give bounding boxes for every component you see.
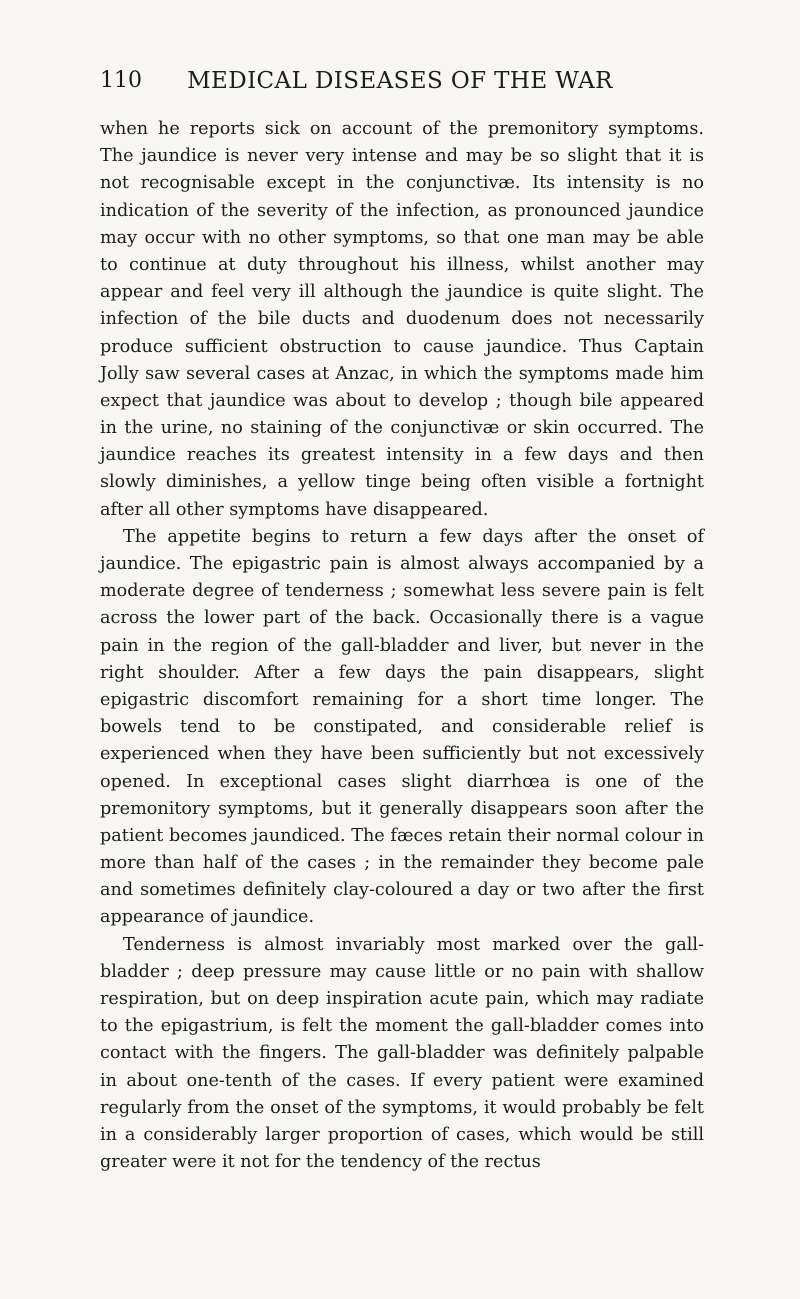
body-text	[100, 116, 704, 1176]
paragraph-continued: when he reports sick on account of the premonitory symptoms. The jaundice is never very intense and may be so slight that it is not recognisable except in the conjunctivæ. Its intensity is no indication of the severity of the infection, as pronounced jaundice may occur with no other symptoms, so that one man may be able to continue at duty throughout his illness, whilst another may appear and feel very ill although the jaundice is quite slight. The infection of the bile ducts and duodenum does not necessarily produce sufficient obstruction to cause jaundice. Thus Captain Jolly saw several cases at Anzac, in which the symptoms made him expect that jaundice was about to develop ; though bile appeared in the urine, no staining of the conjunctivæ or skin occurred. The jaundice reaches its greatest intensity in a few days and then slowly diminishes, a yellow tinge being often visible a fortnight after all other symptoms have disappeared.	[100, 119, 704, 520]
running-title: MEDICAL DISEASES OF THE WAR	[187, 68, 613, 94]
paragraph-appetite: The appetite begins to return a few days after the onset of jaundice. The epigastric pain is almost always accompanied by a moderate degree of tenderness ; somewhat less severe pain is felt across the lower part of the back. Occasionally there is a vague pain in the region of the gall-bladder and liver, but never in the right shoulder. After a few days the pain disappears, slight epigastric discomfort remaining for a short time longer. The bowels tend to be constipated, and considerable relief is experienced when they have been sufficiently but not excessively opened. In exceptional cases slight diarrhœa is one of the premonitory symptoms, but it generally disappears soon after the patient becomes jaundiced. The fæces retain their normal colour in more than half of the cases ; in the remainder they become pale and sometimes definitely clay-coloured a day or two after the first appearance of jaundice.	[100, 526, 704, 928]
running-header	[100, 66, 700, 96]
paragraph-tenderness: Tenderness is almost invariably most marked over the gall-bladder ; deep pressure may cause little or no pain with shallow respiration, but on deep inspiration acute pain, which may radiate to the epigastrium, is felt the moment the gall-bladder comes into contact with the fingers. The gall-bladder was definitely palpable in about one-tenth of the cases. If every patient were examined regularly from the onset of the symptoms, it would probably be felt in a considerably larger proportion of cases, which would be still greater were it not for the tendency of the rectus	[100, 934, 704, 1173]
page-number: 110	[100, 68, 142, 93]
